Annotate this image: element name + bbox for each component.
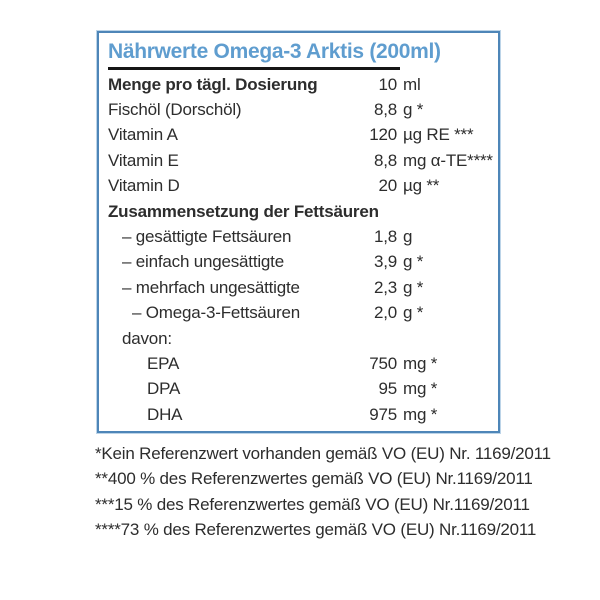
nutrient-row bbox=[99, 97, 498, 122]
nutrient-rows bbox=[99, 72, 498, 427]
row-value-unit: g * bbox=[403, 252, 424, 272]
panel-title: Nährwerte Omega-3 Arktis (200ml) bbox=[108, 40, 441, 63]
row-label: DPA bbox=[147, 379, 181, 399]
row-label: – Omega-3-Fettsäuren bbox=[132, 303, 300, 323]
row-value-unit: g * bbox=[403, 303, 424, 323]
row-label: Vitamin A bbox=[108, 125, 178, 145]
row-value-unit: ml bbox=[403, 74, 421, 94]
footnotes bbox=[95, 441, 551, 542]
nutrient-row bbox=[99, 275, 498, 300]
row-value-unit: µg ** bbox=[403, 176, 440, 196]
row-label: DHA bbox=[147, 404, 183, 424]
footnote-line: ***15 % des Referenzwertes gemäß VO (EU) Nr.1169/2011 bbox=[95, 494, 530, 514]
row-value-unit: mg α-TE**** bbox=[403, 150, 493, 170]
row-value-unit: g * bbox=[403, 277, 424, 297]
row-value-number: 975 bbox=[369, 404, 397, 424]
row-label: Fischöl (Dorschöl) bbox=[108, 100, 242, 120]
row-value-unit: g * bbox=[403, 100, 424, 120]
row-label: Menge pro tägl. Dosierung bbox=[108, 74, 318, 94]
row-value-number: 3,9 bbox=[373, 252, 397, 272]
nutrient-row bbox=[99, 123, 498, 148]
row-label: – einfach ungesättigte bbox=[122, 252, 284, 272]
title-divider-rule bbox=[108, 67, 400, 70]
nutrition-panel bbox=[97, 31, 500, 433]
row-label: Zusammensetzung der Fettsäuren bbox=[108, 201, 379, 221]
row-label: EPA bbox=[147, 353, 180, 373]
footnote-line: **400 % des Referenzwertes gemäß VO (EU) Nr.1169/2011 bbox=[95, 469, 533, 489]
row-label: Vitamin D bbox=[108, 176, 180, 196]
row-value-unit: g bbox=[403, 227, 413, 247]
nutrient-row bbox=[99, 402, 498, 427]
nutrient-row bbox=[99, 199, 498, 224]
row-value-number: 2,3 bbox=[373, 277, 397, 297]
row-value-number: 20 bbox=[378, 176, 397, 196]
row-label: – gesättigte Fettsäuren bbox=[122, 227, 292, 247]
row-value-unit: mg * bbox=[403, 404, 438, 424]
row-value-unit: mg * bbox=[403, 353, 438, 373]
nutrient-row bbox=[99, 250, 498, 275]
nutrient-row bbox=[99, 224, 498, 249]
nutrient-row bbox=[99, 148, 498, 173]
nutrient-row bbox=[99, 174, 498, 199]
row-value-number: 8,8 bbox=[373, 150, 397, 170]
row-value-unit: mg * bbox=[403, 379, 438, 399]
footnote-line: ****73 % des Referenzwertes gemäß VO (EU) Nr.1169/2011 bbox=[95, 519, 537, 539]
nutrient-row bbox=[99, 326, 498, 351]
row-value-number: 750 bbox=[369, 353, 397, 373]
row-value-number: 95 bbox=[378, 379, 397, 399]
row-value-number: 120 bbox=[369, 125, 397, 145]
nutrient-row bbox=[99, 351, 498, 376]
nutrient-row bbox=[99, 72, 498, 97]
row-label: davon: bbox=[122, 328, 172, 348]
nutrient-row bbox=[99, 377, 498, 402]
row-value-unit: µg RE *** bbox=[403, 125, 474, 145]
row-value-number: 1,8 bbox=[373, 227, 397, 247]
row-value-number: 10 bbox=[378, 74, 397, 94]
footnote-line: *Kein Referenzwert vorhanden gemäß VO (EU) Nr. 1169/2011 bbox=[95, 444, 551, 463]
row-label: – mehrfach ungesättigte bbox=[122, 277, 300, 297]
nutrient-row bbox=[99, 301, 498, 326]
row-value-number: 8,8 bbox=[373, 100, 397, 120]
row-value-number: 2,0 bbox=[373, 303, 397, 323]
row-label: Vitamin E bbox=[108, 150, 179, 170]
